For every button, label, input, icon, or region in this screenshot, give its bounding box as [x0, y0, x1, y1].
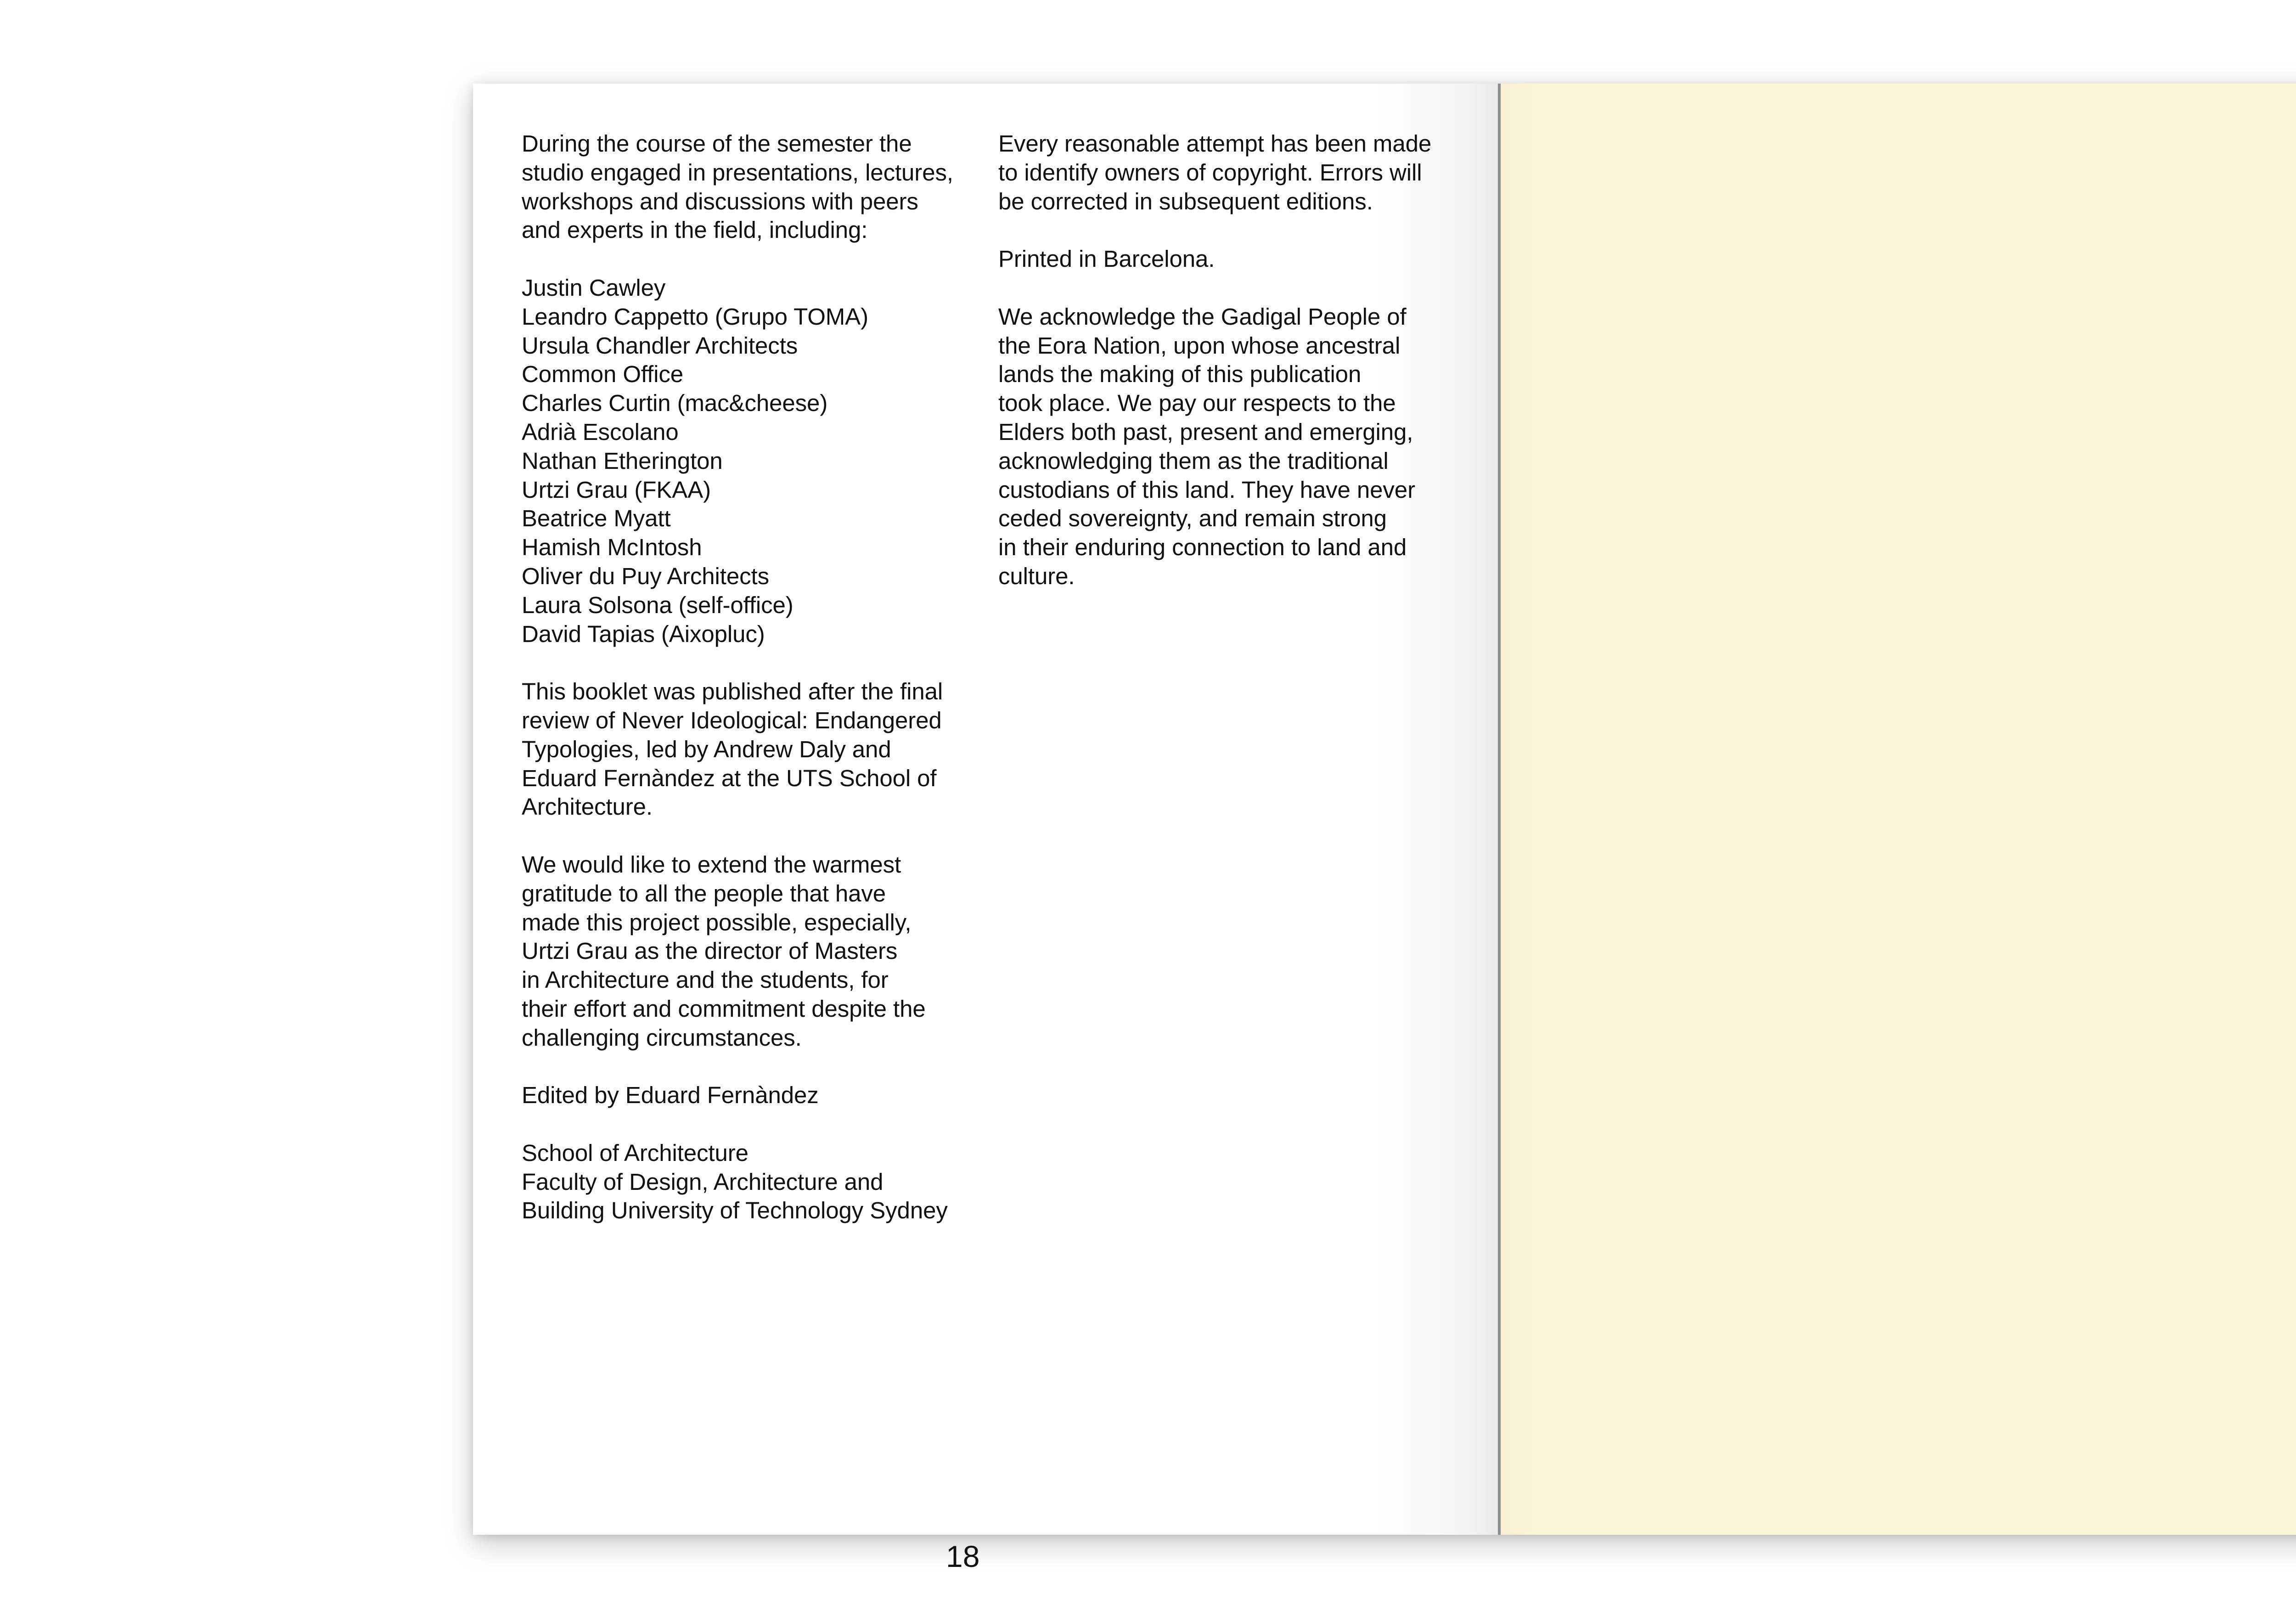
paragraph	[998, 303, 1471, 591]
text-line: lands the making of this publication	[998, 361, 1362, 388]
text-line: Justin Cawley	[522, 274, 666, 301]
text-line: Eduard Fernàndez at the UTS School of	[522, 765, 937, 791]
text-line: Hamish McIntosh	[522, 534, 702, 561]
text-line: in their enduring connection to land and	[998, 534, 1407, 561]
text-line: We would like to extend the warmest	[522, 851, 901, 878]
text-line: studio engaged in presentations, lectures,	[522, 159, 953, 186]
text-line: Adrià Escolano	[522, 418, 679, 445]
text-line: School of Architecture	[522, 1139, 748, 1166]
text-line: in Architecture and the students, for	[522, 967, 889, 993]
text-line: made this project possible, especially,	[522, 909, 912, 935]
paragraph	[522, 677, 985, 822]
text-line: custodians of this land. They have never	[998, 476, 1415, 503]
text-line: Printed in Barcelona.	[998, 246, 1215, 272]
text-line: workshops and discussions with peers	[522, 188, 918, 214]
text-line: culture.	[998, 563, 1075, 589]
text-line: This booklet was published after the final	[522, 678, 943, 705]
text-line: Laura Solsona (self-office)	[522, 591, 793, 618]
text-line: their effort and commitment despite the	[522, 995, 926, 1022]
page-number: 18	[946, 1539, 980, 1573]
text-line: Every reasonable attempt has been made	[998, 130, 1432, 157]
text-line: Urtzi Grau (FKAA)	[522, 476, 711, 503]
text-line: ceded sovereignty, and remain strong	[998, 505, 1387, 532]
paragraph	[522, 274, 985, 648]
paragraph	[998, 130, 1471, 216]
text-line: Nathan Etherington	[522, 447, 723, 474]
paragraph	[998, 245, 1471, 274]
text-line: Faculty of Design, Architecture and	[522, 1168, 884, 1195]
text-line: Elders both past, present and emerging,	[998, 418, 1413, 445]
left-column	[522, 130, 985, 1254]
paragraph	[522, 1139, 985, 1225]
paragraph	[522, 130, 985, 245]
text-line: challenging circumstances.	[522, 1024, 802, 1051]
paragraph	[522, 851, 985, 1053]
text-line: Ursula Chandler Architects	[522, 332, 798, 359]
text-line: Building University of Technology Sydney	[522, 1197, 948, 1224]
booklet-spread	[473, 84, 2296, 1573]
text-line: Urtzi Grau as the director of Masters	[522, 938, 898, 964]
text-line: and experts in the field, including:	[522, 217, 868, 243]
right-column	[998, 130, 1471, 620]
right-page	[1501, 84, 2296, 1535]
text-line: Charles Curtin (mac&cheese)	[522, 390, 828, 417]
text-line: During the course of the semester the	[522, 130, 912, 157]
text-line: review of Never Ideological: Endangered	[522, 707, 942, 733]
text-line: Common Office	[522, 361, 684, 388]
text-line: We acknowledge the Gadigal People of	[998, 303, 1407, 330]
text-line: Beatrice Myatt	[522, 505, 671, 532]
text-line: Leandro Cappetto (Grupo TOMA)	[522, 303, 868, 330]
text-line: Edited by Eduard Fernàndez	[522, 1082, 819, 1109]
left-page	[473, 84, 1498, 1573]
text-line: be corrected in subsequent editions.	[998, 188, 1373, 214]
text-line: Typologies, led by Andrew Daly and	[522, 736, 891, 762]
text-line: acknowledging them as the traditional	[998, 447, 1389, 474]
text-line: took place. We pay our respects to the	[998, 390, 1396, 417]
text-line: David Tapias (Aixopluc)	[522, 620, 765, 647]
text-line: to identify owners of copyright. Errors will	[998, 159, 1422, 186]
paragraph	[522, 1081, 985, 1110]
text-line: the Eora Nation, upon whose ancestral	[998, 332, 1401, 359]
text-line: Oliver du Puy Architects	[522, 563, 769, 589]
text-line: gratitude to all the people that have	[522, 880, 886, 907]
text-line: Architecture.	[522, 794, 653, 820]
